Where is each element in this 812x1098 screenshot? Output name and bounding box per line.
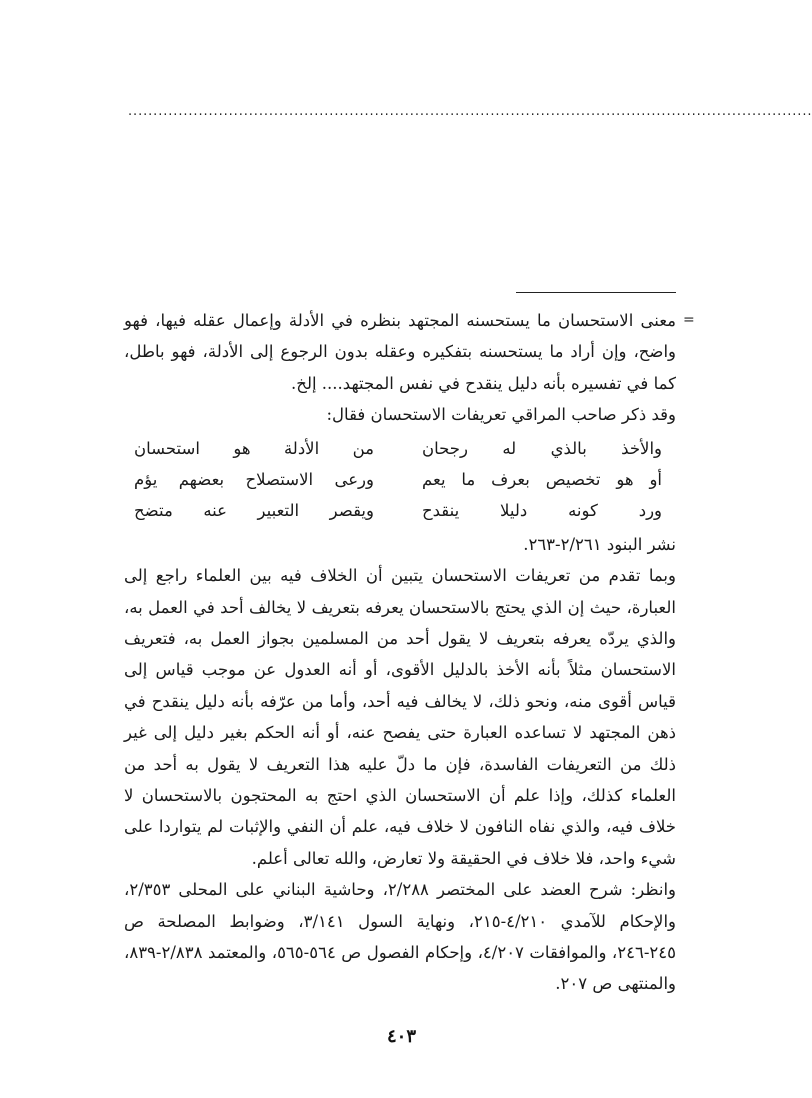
verse-second-hemistich: من الأدلة هو استحسان — [134, 438, 374, 458]
poem-verse — [124, 495, 676, 526]
dotted-separator: ........................................................................................................................................ — [128, 104, 812, 119]
poem — [124, 433, 676, 527]
verse-second-hemistich: ويقصر التعبير عنه متضح — [134, 501, 374, 521]
citation: نشر البنود ٢/٢٦١-٢٦٣. — [523, 534, 676, 554]
footnote-paragraph: وبما تقدم من تعريفات الاستحسان يتبين أن الخلاف فيه بين العلماء راجع إلى العبارة، حيث إن الذي يحتج بالاستحسان يعرفه بتعريف لا يخالف أحد في العمل به، والذي يردّه يعرفه بتعريف لا يقول أحد من المسلمين بجواز العمل به، فتعريف الاستحسان مثلاً بأنه الأخذ بالدليل الأقوى، أو أنه العدول عن موجب قياس إلى قياس أقوى منه، ونحو ذلك، لا يخالف فيه أحد، وأما من عرّفه بأنه دليل ينقدح في ذهن المجتهد لا تساعده العبارة حتى يفصح عنه، أو أنه الحكم بغير دليل إلى غير ذلك من التعريفات الفاسدة، فإن ما دلّ عليه هذا التعريف لا يقول به أحد من العلماء كذلك، وإذا علم أن الاستحسان الذي احتج به المحتجون بالاستحسان لا خلاف فيه، والذي نفاه النافون لا خلاف فيه، علم أن النفي والإثبات لم يتواردا على شيء واحد، فلا خلاف في الحقيقة ولا تعارض، والله تعالى أعلم. — [124, 566, 676, 868]
footnote-paragraph: وقد ذكر صاحب المراقي تعريفات الاستحسان فقال: — [326, 405, 676, 425]
references-paragraph: وانظر: شرح العضد على المختصر ٢/٢٨٨، وحاشية البناني على المحلى ٢/٣٥٣، والإحكام للآمدي ٤/٢١٠-٢١٥، ونهاية السول ٣/١٤١، وضوابط المصلحة ص ٢٤٥-٢٤٦، والموافقات ٤/٢٠٧، وإحكام الفصول ص ٥٦٤-٥٦٥، والمعتمد ٢/٨٣٨-٨٣٩، والمنتهى ص ٢٠٧. — [124, 880, 676, 994]
poem-verse — [124, 433, 676, 464]
verse-first-hemistich: ورد كونه دليلا ينقدح — [422, 501, 662, 521]
footnote-paragraph: معنى الاستحسان ما يستحسنه المجتهد بنظره في الأدلة وإعمال عقله فيها، فهو واضح، وإن أراد ما يستحسنه بتفكيره وعقله بدون الرجوع إلى الأدلة، فهو باطل، كما في تفسيره بأنه دليل ينقدح في نفس المجتهد.... إلخ. — [124, 311, 676, 393]
footnote-continuation-marker: = — [683, 312, 695, 328]
page-number: ٤٠٣ — [386, 1026, 416, 1047]
verse-second-hemistich: ورعى الاستصلاح بعضهم يؤم — [134, 470, 374, 490]
verse-first-hemistich: أو هو تخصيص بعرف ما يعم — [422, 470, 662, 490]
footnote-body — [124, 305, 676, 1000]
verse-first-hemistich: والأخذ بالذي له رجحان — [422, 438, 662, 458]
footnote-rule — [516, 292, 676, 293]
poem-verse — [124, 464, 676, 495]
